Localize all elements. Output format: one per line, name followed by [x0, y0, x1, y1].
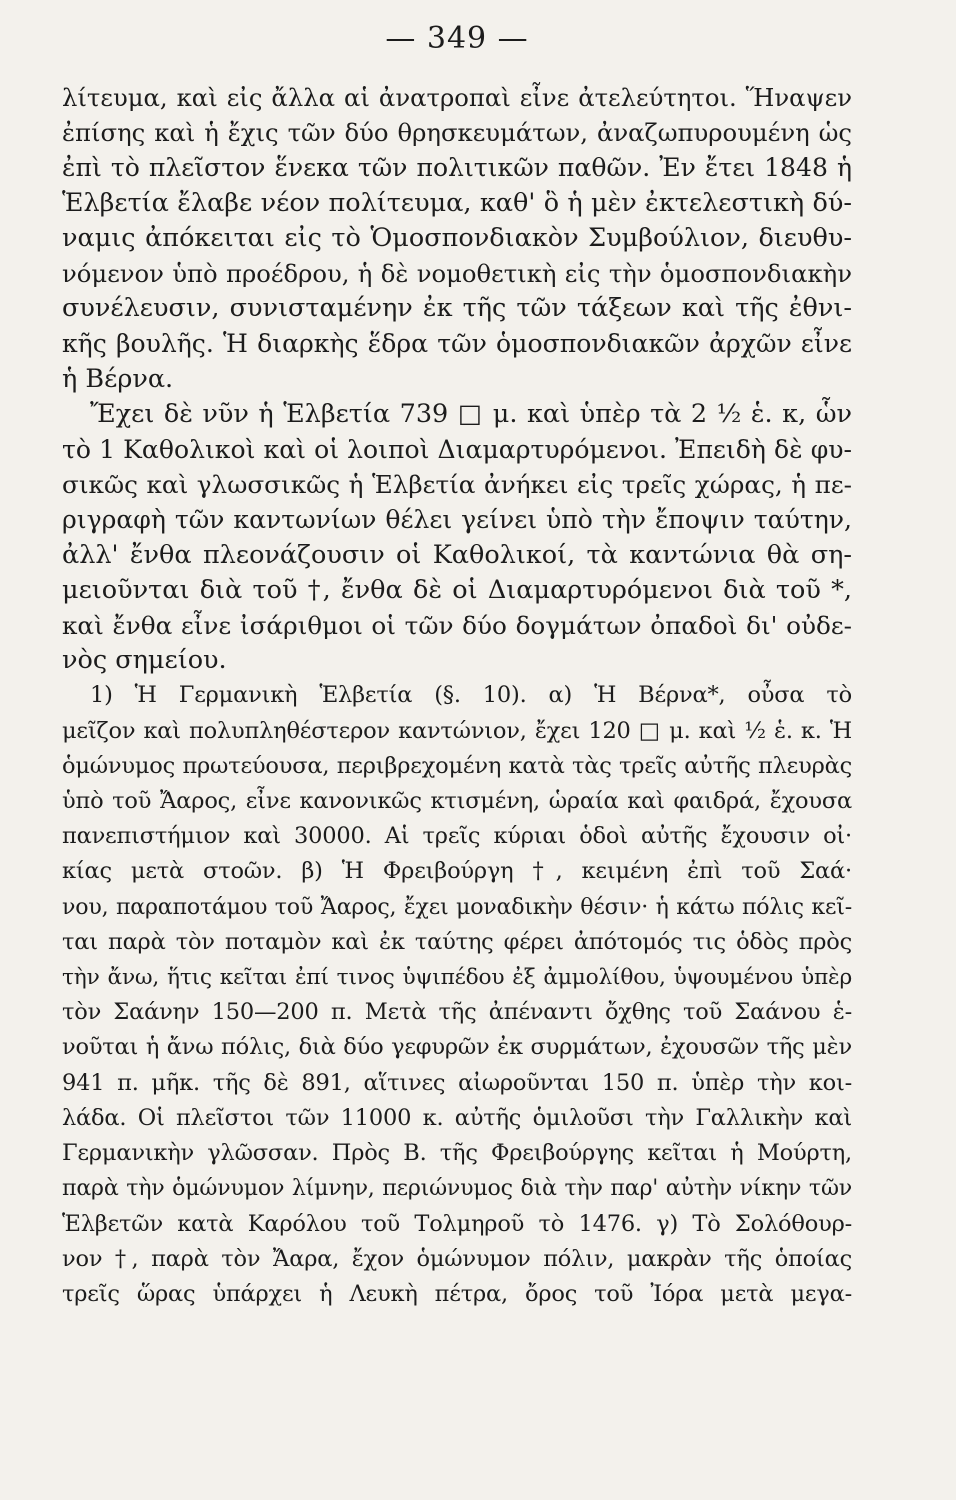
text-line: τρεῖς ὥρας ὑπάρχει ἡ Λευκὴ πέτρα, ὄρος τοῦ Ἰόρα μετὰ μεγα- [62, 1280, 852, 1307]
page-number: — 349 — [385, 21, 529, 56]
paragraph-3 [62, 678, 852, 1312]
text-line: Ἑλβετία ἔλαβε νέον πολίτευμα, καθ' ὃ ἡ μὲν ἐκτελεστικὴ δύ- [62, 187, 852, 218]
paragraph-1 [62, 80, 852, 397]
text-line: πανεπιστήμιον καὶ 30000. Αἱ τρεῖς κύριαι ὁδοὶ αὐτῆς ἔχουσιν οἰ· [62, 823, 852, 850]
text-line: σικῶς καὶ γλωσσικῶς ἡ Ἑλβετία ἀνήκει εἰς τρεῖς χώρας, ἡ πε- [62, 470, 852, 500]
text-line: μεῖζον καὶ πολυπληθέστερον καντώνιον, ἔχει 120 □ μ. καὶ ½ ἑ. κ. Ἡ [62, 717, 852, 744]
text-line: νόμενον ὑπὸ προέδρου, ἡ δὲ νομοθετικὴ εἰς τὴν ὁμοσπονδιακὴν [62, 259, 852, 289]
text-body [62, 80, 852, 1312]
text-line: ὁμώνυμος πρωτεύουσα, περιβρεχομένη κατὰ τὰς τρεῖς αὐτῆς πλευρὰς [62, 752, 852, 779]
text-line: τὸν Σαάνην 150—200 π. Μετὰ τῆς ἀπέναντι ὄχθης τοῦ Σαάνου ἑ- [62, 999, 852, 1026]
text-line: μειοῦνται διὰ τοῦ †, ἔνθα δὲ οἱ Διαμαρτυρόμενοι διὰ τοῦ *, [62, 574, 852, 605]
text-line: Ἑλβετῶν κατὰ Καρόλου τοῦ Τολμηροῦ τὸ 1476. γ) Τὸ Σολόθουρ- [62, 1210, 852, 1237]
text-line: Γερμανικὴν γλῶσσαν. Πρὸς Β. τῆς Φρειβούργης κεῖται ἡ Μούρτη, [62, 1140, 852, 1167]
text-line: συνέλευσιν, συνισταμένην ἐκ τῆς τῶν τάξεων καὶ τῆς ἐθνι- [62, 293, 852, 324]
text-line: ἡ Βέρνα. [62, 363, 174, 394]
text-line: κῆς βουλῆς. Ἡ διαρκὴς ἕδρα τῶν ὁμοσπονδιακῶν ἀρχῶν εἶνε [62, 329, 852, 359]
text-line: ἀλλ' ἔνθα πλεονάζουσιν οἱ Καθολικοί, τὰ καντώνια θὰ ση- [62, 539, 852, 570]
text-line: Ἔχει δὲ νῦν ἡ Ἑλβετία 739 □ μ. καὶ ὑπὲρ τὰ 2 ½ ἑ. κ, ὧν [90, 398, 852, 429]
text-line: νον †, παρὰ τὸν Ἄαρα, ἔχον ὁμώνυμον πόλιν, μακρὰν τῆς ὁποίας [62, 1245, 852, 1272]
text-line: λίτευμα, καὶ εἰς ἄλλα αἱ ἀνατροπαὶ εἶνε ἀτελεύτητοι. Ἥναψεν [62, 83, 852, 112]
text-line: παρὰ τὴν ὁμώνυμον λίμνην, περιώνυμος διὰ τὴν παρ' αὐτὴν νίκην τῶν [62, 1175, 852, 1202]
text-line: ναμις ἀπόκειται εἰς τὸ Ὁμοσπονδιακὸν Συμβούλιον, διευθυ- [62, 222, 852, 253]
text-line: τὴν ἄνω, ἥτις κεῖται ἐπί τινος ὑψιπέδου ἐξ ἀμμολίθου, ὑψουμένου ὑπὲρ [62, 965, 852, 991]
text-line: 1) Ἡ Γερμανικὴ Ἑλβετία (§. 10). α) Ἡ Βέρνα*, οὖσα τὸ [90, 682, 852, 709]
text-line: λάδα. Οἱ πλεῖστοι τῶν 11000 κ. αὐτῆς ὁμιλοῦσι τὴν Γαλλικὴν καὶ [62, 1104, 852, 1131]
text-line: τὸ 1 Καθολικοὶ καὶ οἱ λοιποὶ Διαμαρτυρόμενοι. Ἐπειδὴ δὲ φυ- [62, 435, 852, 465]
text-line: ὑπὸ τοῦ Ἄαρος, εἶνε κανονικῶς κτισμένη, ὡραία καὶ φαιδρά, ἔχουσα [62, 788, 852, 815]
text-line: ἐπὶ τὸ πλεῖστον ἕνεκα τῶν πολιτικῶν παθῶν. Ἐν ἔτει 1848 ἡ [62, 153, 852, 183]
text-line: νου, παραποτάμου τοῦ Ἄαρος, ἔχει μοναδικὴν θέσιν· ἡ κάτω πόλις κεῖ- [62, 893, 852, 920]
text-line: 941 π. μῆκ. τῆς δὲ 891, αἵτινες αἰωροῦνται 150 π. ὑπὲρ τὴν κοι- [62, 1069, 852, 1096]
text-line: ριγραφὴ τῶν καντωνίων θέλει γείνει ὑπὸ τὴν ἔποψιν ταύτην, [62, 505, 852, 535]
paragraph-2 [62, 397, 852, 679]
text-line: νὸς σημείου. [62, 645, 227, 676]
text-line: ται παρὰ τὸν ποταμὸν καὶ ἐκ ταύτης φέρει ἀπότομός τις ὁδὸς πρὸς [62, 928, 852, 955]
text-line: καὶ ἔνθα εἶνε ἰσάριθμοι οἱ τῶν δύο δογμάτων ὀπαδοὶ δι' οὐδε- [62, 611, 852, 641]
text-line: νοῦται ἡ ἄνω πόλις, διὰ δύο γεφυρῶν ἐκ συρμάτων, ἐχουσῶν τῆς μὲν [62, 1034, 852, 1061]
text-line: κίας μετὰ στοῶν. β) Ἡ Φρειβούργη †, κειμένη ἐπὶ τοῦ Σαά· [62, 858, 852, 885]
text-line: ἐπίσης καὶ ἡ ἔχις τῶν δύο θρησκευμάτων, ἀναζωπυρουμένη ὡς [62, 118, 852, 148]
